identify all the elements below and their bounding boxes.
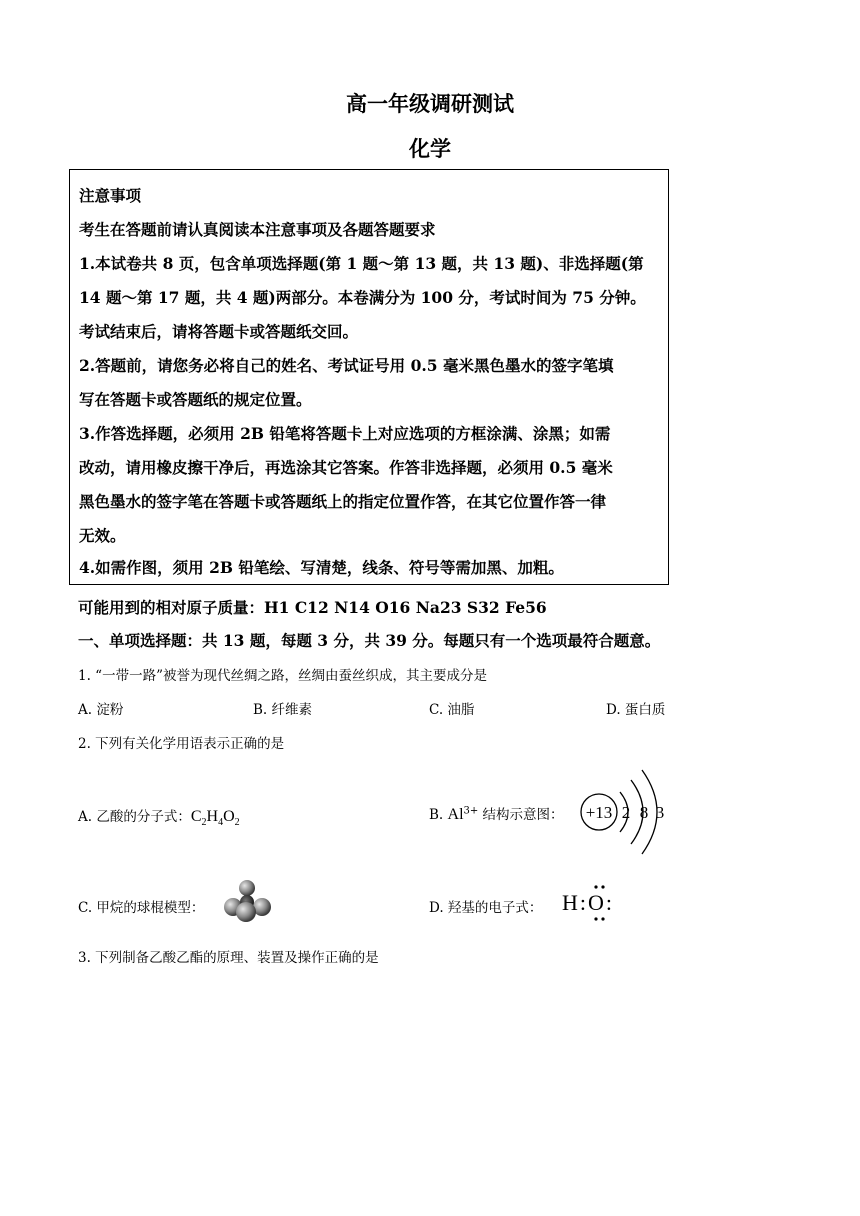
q2-option-a bbox=[78, 805, 240, 828]
q2-option-b bbox=[429, 803, 564, 824]
q1-option-b: B. 纤维素 bbox=[253, 702, 313, 718]
q1-option-d: D. 蛋白质 bbox=[606, 702, 666, 718]
q1-option-a: A. 淀粉 bbox=[78, 702, 124, 718]
notice-heading: 注意事项 bbox=[79, 186, 142, 205]
exam-title: 高一年级调研测试 bbox=[346, 91, 514, 116]
notice-line: 考生在答题前请认真阅读本注意事项及各题答题要求 bbox=[79, 220, 436, 239]
q1-option-c: C. 油脂 bbox=[429, 702, 475, 718]
nucleus-charge: +13 bbox=[585, 803, 613, 822]
aluminum-ion: Al bbox=[447, 806, 464, 823]
notice-line: 写在答题卡或答题纸的规定位置。 bbox=[79, 390, 312, 409]
q2-option-a-label: A. 乙酸的分子式： bbox=[78, 809, 191, 825]
notice-line: 2.答题前，请您务必将自己的姓名、考试证号用 0.5 毫米黑色墨水的签字笔填 bbox=[79, 356, 614, 375]
question-1-stem: 1. “一带一路”被誉为现代丝绸之路，丝绸由蚕丝织成，其主要成分是 bbox=[78, 668, 487, 684]
notice-line: 考试结束后，请将答题卡或答题纸交回。 bbox=[79, 322, 359, 341]
atomic-structure-diagram bbox=[576, 766, 672, 858]
subject-title: 化学 bbox=[409, 136, 451, 161]
methane-ball-stick-model bbox=[220, 878, 276, 924]
shell-electrons-1: 2 bbox=[621, 803, 631, 822]
notice-line: 1.本试卷共 8 页，包含单项选择题(第 1 题～第 13 题，共 13 题)、非选择题(第 bbox=[79, 254, 644, 273]
q2-option-b-text: 结构示意图： bbox=[478, 807, 564, 823]
notice-line: 14 题～第 17 题，共 4 题)两部分。本卷满分为 100 分，考试时间为 75 分钟。 bbox=[79, 288, 646, 307]
ion-charge: 3+ bbox=[463, 805, 479, 817]
atomic-masses: 可能用到的相对原子质量：H1 C12 N14 O16 Na23 S32 Fe56 bbox=[78, 598, 547, 617]
shell-electrons-3: 3 bbox=[655, 803, 665, 822]
question-3-stem: 3. 下列制备乙酸乙酯的原理、装置及操作正确的是 bbox=[78, 950, 379, 966]
notice-line: 无效。 bbox=[79, 526, 126, 545]
notice-line: 黑色墨水的签字笔在答题卡或答题纸上的指定位置作答，在其它位置作答一律 bbox=[79, 492, 607, 511]
question-2-stem: 2. 下列有关化学用语表示正确的是 bbox=[78, 736, 285, 752]
lone-pair-dots bbox=[590, 884, 614, 924]
acetic-acid-formula: $C_2H_4O_2$ bbox=[190, 808, 240, 829]
hydroxyl-electron-formula: H:O: bbox=[562, 890, 614, 915]
notice-line: 改动，请用橡皮擦干净后，再选涂其它答案。作答非选择题，必须用 0.5 毫米 bbox=[79, 458, 613, 477]
notice-box bbox=[69, 169, 669, 585]
shell-electrons-2: 8 bbox=[639, 803, 649, 822]
section-heading: 一、单项选择题：共 13 题，每题 3 分，共 39 分。每题只有一个选项最符合题意。 bbox=[78, 631, 661, 650]
notice-line: 4.如需作图，须用 2B 铅笔绘、写清楚，线条、符号等需加黑、加粗。 bbox=[79, 558, 564, 577]
q2-option-c: C. 甲烷的球棍模型： bbox=[78, 900, 205, 916]
notice-line: 3.作答选择题，必须用 2B 铅笔将答题卡上对应选项的方框涂满、涂黑；如需 bbox=[79, 424, 611, 443]
q2-option-b-label: B. bbox=[429, 807, 448, 823]
hydrogen-atom bbox=[236, 902, 256, 922]
q2-option-d: D. 羟基的电子式： bbox=[429, 900, 543, 916]
hydrogen-atom bbox=[239, 880, 255, 896]
